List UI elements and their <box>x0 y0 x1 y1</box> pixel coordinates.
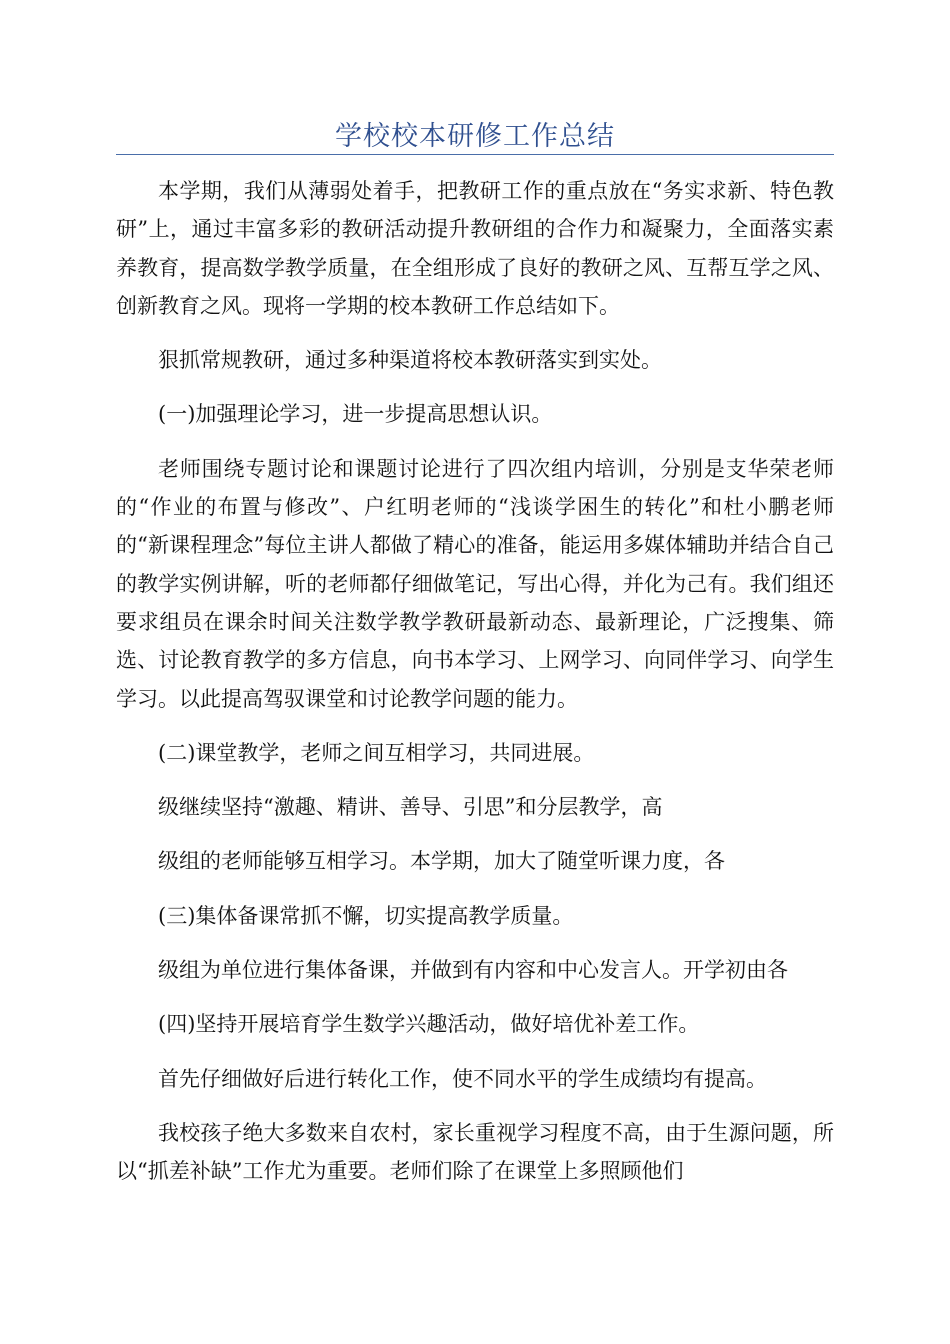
document-title: 学校校本研修工作总结 <box>335 121 615 152</box>
title-underline <box>116 154 834 155</box>
paragraph: 首先仔细做好后进行转化工作，使不同水平的学生成绩均有提高。 <box>158 1066 767 1091</box>
section-heading: (三)集体备课常抓不懈，切实提高教学质量。 <box>158 903 574 928</box>
paragraph: 级组的老师能够互相学习。本学期，加大了随堂听课力度，各 <box>158 849 725 874</box>
section-heading: (四)坚持开展培育学生数学兴趣活动，做好培优补差工作。 <box>158 1012 700 1037</box>
paragraph: 老师围绕专题讨论和课题讨论进行了四次组内培训，分别是支华荣老师的“作业的布置与修改”、户红明老师的“浅谈学困生的转化”和杜小鹏老师的“新课程理念”每位主讲人都做了精心的准备，能运用多媒体辅助并结合自己的教学实例讲解，听的老师都仔细做笔记，写出心得，并化为己有。我们组还要求组员在课余时间关注数学教学教研最新动态、最新理论，广泛搜集、筛选、讨论教育教学的多方信息，向书本学习、上网学习、向同伴学习、向学生学习。以此提高驾驭课堂和讨论教学问题的能力。 <box>116 456 834 711</box>
paragraph: 本学期，我们从薄弱处着手，把教研工作的重点放在“务实求新、特色教研”上，通过丰富多彩的教研活动提升教研组的合作力和凝聚力，全面落实素养教育，提高数学教学质量，在全组形成了良好的教研之风、互帮互学之风、创新教育之风。现将一学期的校本教研工作总结如下。 <box>116 179 834 318</box>
section-heading: (一)加强理论学习，进一步提高思想认识。 <box>158 402 553 427</box>
paragraph: 狠抓常规教研，通过多种渠道将校本教研落实到实处。 <box>158 348 662 373</box>
paragraph: 级组为单位进行集体备课，并做到有内容和中心发言人。开学初由各 <box>158 958 788 983</box>
section-heading: (二)课堂教学，老师之间互相学习，共同进展。 <box>158 740 595 765</box>
document-body <box>116 172 834 1207</box>
paragraph: 级继续坚持“激趣、精讲、善导、引思”和分层教学，高 <box>158 795 663 820</box>
paragraph: 我校孩子绝大多数来自农村，家长重视学习程度不高，由于生源问题，所以“抓差补缺”工作尤为重要。老师们除了在课堂上多照顾他们 <box>116 1120 834 1184</box>
